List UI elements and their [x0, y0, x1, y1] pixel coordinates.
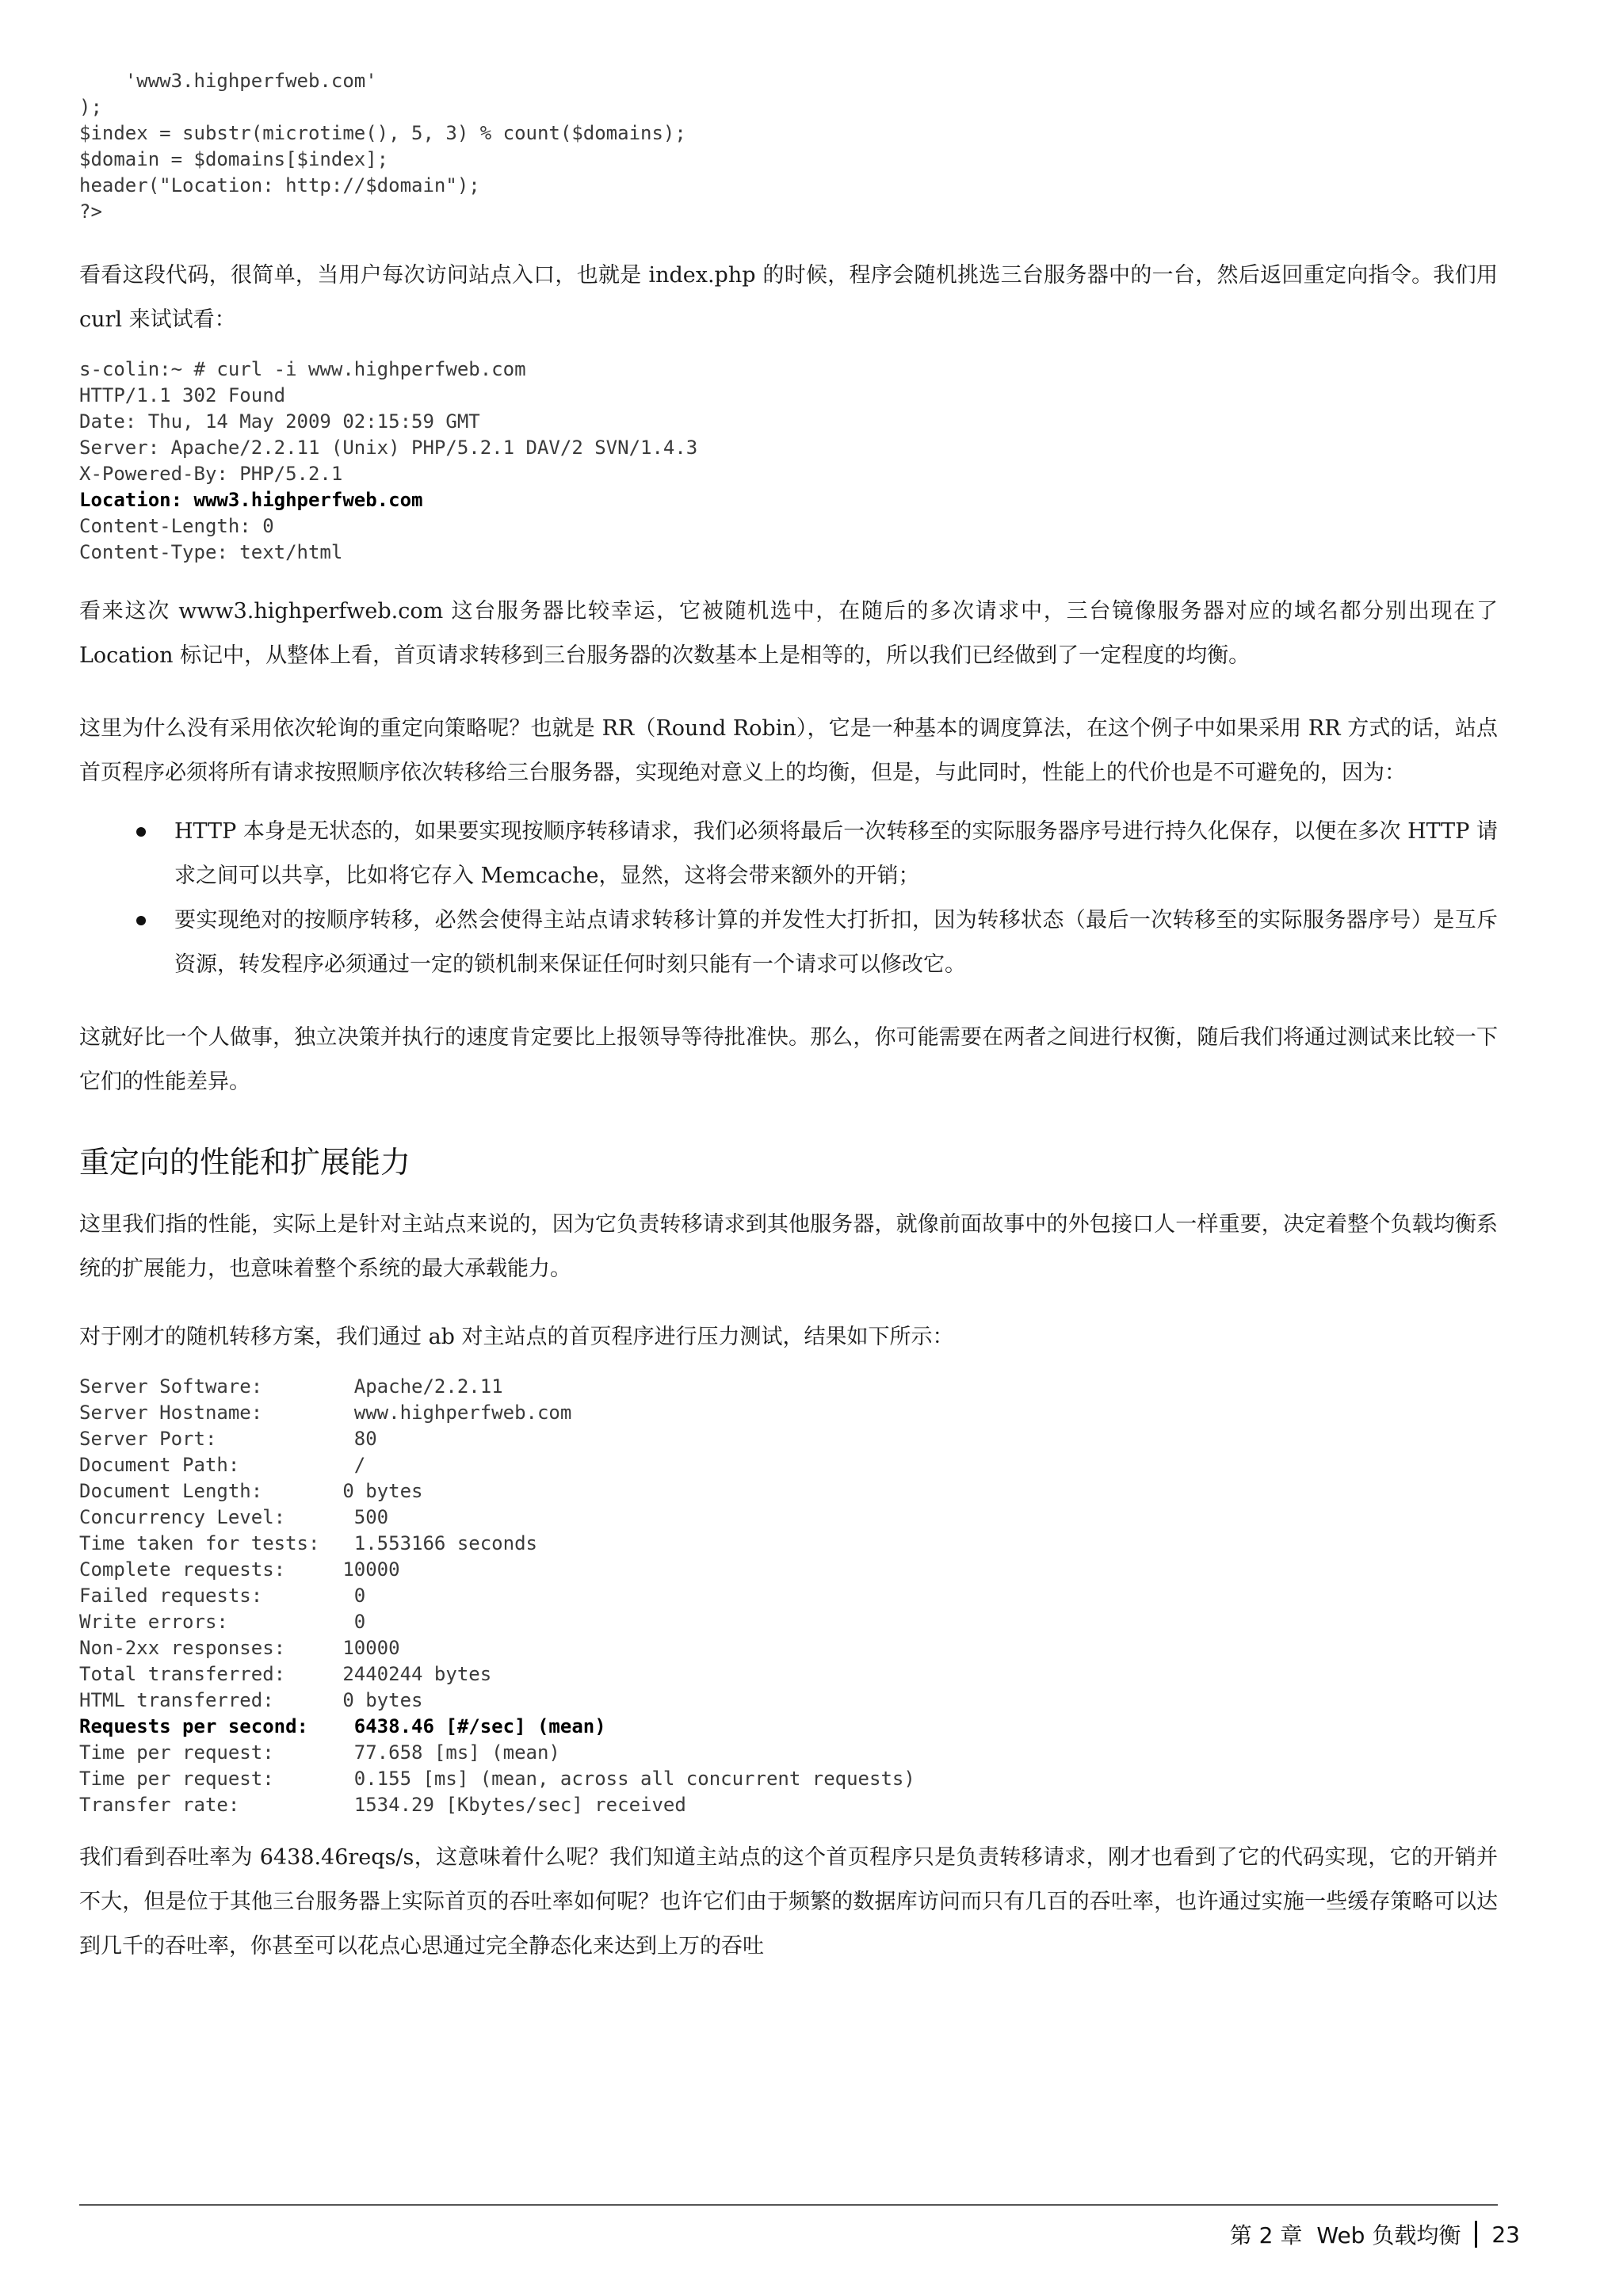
- footer-divider: [79, 2204, 1498, 2206]
- paragraph-ab-test-intro: 对于刚才的随机转移方案，我们通过 ab 对主站点的首页程序进行压力测试，结果如下所示：: [79, 1325, 954, 1349]
- code-line: $domain = $domains[$index];: [79, 148, 389, 170]
- code-line: 'www3.highperfweb.com': [79, 70, 377, 92]
- code-line: Failed requests: 0: [79, 1585, 366, 1607]
- code-line: Document Path: /: [79, 1454, 366, 1476]
- list-item: HTTP 本身是无状态的，如果要实现按顺序转移请求，我们必须将最后一次转移至的实际服务器序号进行持久化保存，以便在多次 HTTP 请求之间可以共享，比如将它存入 Memcache，显然，这将会带来额外的开销；: [79, 810, 1498, 898]
- paragraph-performance: 这里我们指的性能，实际上是针对主站点来说的，因为它负责转移请求到其他服务器，就像前面故事中的外包接口人一样重要，决定着整个负载均衡系统的扩展能力，也意味着整个系统的最大承载能力。: [79, 1212, 1498, 1281]
- page-number: 23: [1491, 2221, 1520, 2248]
- bullet-icon: [136, 827, 146, 837]
- code-line: X-Powered-By: PHP/5.2.1: [79, 463, 343, 485]
- footer-separator: [1475, 2221, 1477, 2248]
- chapter-title: Web 负载均衡: [1316, 2222, 1461, 2248]
- code-line: header("Location: http://$domain");: [79, 174, 480, 196]
- bullet-list: [79, 810, 1498, 987]
- paragraph-random-selection: 看来这次 www3.highperfweb.com 这台服务器比较幸运，它被随机选中，在随后的多次请求中，三台镜像服务器对应的域名都分别出现在了 Location 标记中，从整体上看，首页请求转移到三台服务器的次数基本上是相等的，所以我们已经做到了一定程度的均衡。: [79, 599, 1498, 668]
- code-line: Date: Thu, 14 May 2009 02:15:59 GMT: [79, 410, 480, 433]
- paragraph-round-robin: 这里为什么没有采用依次轮询的重定向策略呢？也就是 RR（Round Robin），它是一种基本的调度算法，在这个例子中如果采用 RR 方式的话，站点首页程序必须将所有请求按照顺序依次转移给三台服务器，实现绝对意义上的均衡，但是，与此同时，性能上的代价也是不可避免的，因为：: [79, 716, 1498, 785]
- code-line: Total transferred: 2440244 bytes: [79, 1663, 492, 1685]
- paragraph-analogy: 这就好比一个人做事，独立决策并执行的速度肯定要比上报领导等待批准快。那么，你可能需要在两者之间进行权衡，随后我们将通过测试来比较一下它们的性能差异。: [79, 1025, 1498, 1094]
- code-line: Content-Length: 0: [79, 515, 274, 537]
- paragraph-code-explanation: 看看这段代码，很简单，当用户每次访问站点入口，也就是 index.php 的时候，程序会随机挑选三台服务器中的一台，然后返回重定向指令。我们用 curl 来试试看：: [79, 263, 1498, 332]
- code-line: Time per request: 77.658 [ms] (mean): [79, 1741, 560, 1764]
- code-line: Server Port: 80: [79, 1428, 377, 1450]
- page-content: [79, 68, 1498, 1969]
- code-line: );: [79, 96, 102, 118]
- paragraph-throughput: 我们看到吞吐率为 6438.46reqs/s，这意味着什么呢？我们知道主站点的这个首页程序只是负责转移请求，刚才也看到了它的代码实现，它的开销并不大，但是位于其他三台服务器上实际首页的吞吐率如何呢？也许它们由于频繁的数据库访问而只有几百的吞吐率，也许通过实施一些缓存策略可以达到几千的吞吐率，你甚至可以花点心思通过完全静态化来达到上万的吞吐: [79, 1845, 1498, 1958]
- php-code-block: [79, 68, 1498, 225]
- ab-results-block: [79, 1374, 1498, 1818]
- list-item: 要实现绝对的按顺序转移，必然会使得主站点请求转移计算的并发性大打折扣，因为转移状态（最后一次转移至的实际服务器序号）是互斥资源，转发程序必须通过一定的锁机制来保证任何时刻只能有一个请求可以修改它。: [79, 898, 1498, 987]
- code-line: ?>: [79, 200, 102, 223]
- code-line: Write errors: 0: [79, 1611, 366, 1633]
- code-line: Server Hostname: www.highperfweb.com: [79, 1402, 572, 1424]
- code-line: Time per request: 0.155 [ms] (mean, across all concurrent requests): [79, 1768, 915, 1790]
- code-line: HTTP/1.1 302 Found: [79, 384, 286, 406]
- code-line: Document Length: 0 bytes: [79, 1480, 423, 1502]
- bullet-icon: [136, 916, 146, 925]
- code-line: Time taken for tests: 1.553166 seconds: [79, 1532, 537, 1554]
- code-line: Non-2xx responses: 10000: [79, 1637, 400, 1659]
- code-line-highlight: Location: www3.highperfweb.com: [79, 489, 423, 511]
- code-line-highlight: Requests per second: 6438.46 [#/sec] (mean): [79, 1715, 606, 1737]
- section-heading: 重定向的性能和扩展能力: [79, 1145, 411, 1180]
- code-line: Server: Apache/2.2.11 (Unix) PHP/5.2.1 DAV/2 SVN/1.4.3: [79, 437, 698, 459]
- code-line: $index = substr(microtime(), 5, 3) % count($domains);: [79, 122, 686, 144]
- code-line: HTML transferred: 0 bytes: [79, 1689, 423, 1711]
- code-line: s-colin:~ # curl -i www.highperfweb.com: [79, 358, 526, 380]
- code-line: Complete requests: 10000: [79, 1558, 400, 1581]
- code-line: Transfer rate: 1534.29 [Kbytes/sec] received: [79, 1794, 686, 1816]
- code-line: Server Software: Apache/2.2.11: [79, 1375, 503, 1398]
- code-line: Concurrency Level: 500: [79, 1506, 389, 1528]
- chapter-number: 第 2 章: [1229, 2222, 1303, 2248]
- code-line: Content-Type: text/html: [79, 541, 343, 563]
- page-footer: [1230, 2218, 1520, 2250]
- curl-output-block: [79, 357, 1498, 566]
